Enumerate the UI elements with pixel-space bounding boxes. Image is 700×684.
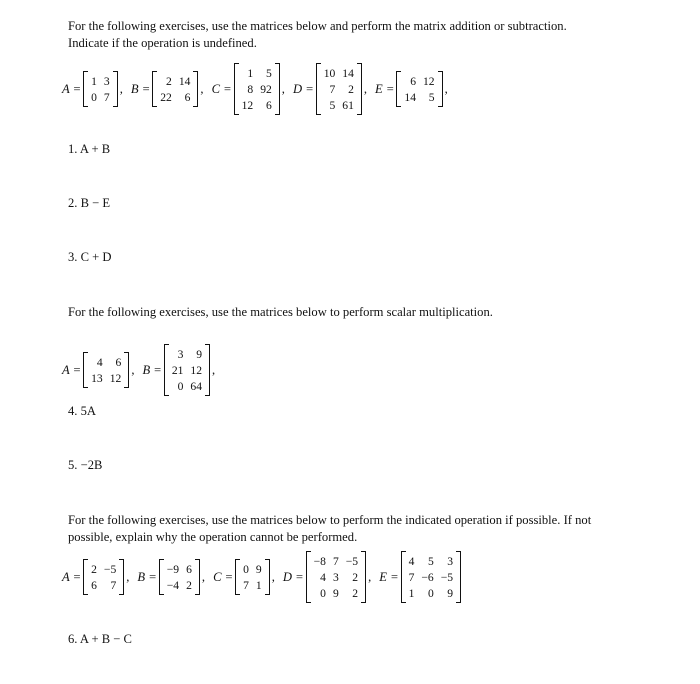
matrix-cell: 9	[332, 586, 339, 600]
matrix-cells	[406, 551, 456, 603]
matrix-label-a: A =	[62, 569, 82, 584]
matrix-b	[152, 71, 198, 107]
matrix-cell: −6	[421, 570, 434, 584]
matrix-cell: 64	[190, 379, 202, 393]
matrix-label-e: E =	[379, 569, 399, 584]
matrix-cell: 9	[255, 562, 262, 576]
matrix-cell: 5	[266, 66, 272, 80]
matrix-cell: 2	[348, 82, 354, 96]
matrix-b	[164, 344, 210, 396]
matrix-cell: 14	[342, 66, 354, 80]
section3-matrix-row: A = 2 −5 6 7 , B = −9 6 −4 2 , C = 0 9 7 1 , D = −8 7 −5 4 3 2 0 9 2 , E = 4 5 3 7 −6 −5 1 0 9	[62, 548, 463, 606]
matrix-cells	[157, 71, 193, 107]
matrix-d	[306, 551, 366, 603]
matrix-a	[83, 559, 124, 595]
matrix-right-bracket	[195, 559, 200, 595]
matrix-label-a: A =	[62, 362, 82, 377]
matrix-cell: 5	[329, 98, 336, 112]
matrix-right-bracket	[357, 63, 362, 115]
matrix-cell: 4	[96, 355, 103, 369]
section2-matrix-row: A = 4 6 13 12 , B = 3 9 21 12 0 64 ,	[62, 342, 215, 398]
matrix-right-bracket	[113, 71, 118, 107]
matrix-b	[159, 559, 200, 595]
matrix-cells	[401, 71, 437, 107]
matrix-cell: 4	[320, 570, 326, 584]
matrix-cell: 2	[352, 586, 359, 600]
section1-intro-line1: For the following exercises, use the matrices below and perform the matrix addition or subtraction.	[68, 19, 567, 33]
matrix-cell: 2	[352, 570, 359, 584]
section2-intro: For the following exercises, use the matrices below to perform scalar multiplication.	[68, 305, 493, 319]
matrix-cell: 0	[177, 379, 184, 393]
exercise-3: 3. C + D	[68, 250, 112, 264]
matrix-cell: 6	[266, 98, 272, 112]
matrix-cell: 7	[103, 90, 110, 104]
exercise-1: 1. A + B	[68, 142, 111, 156]
matrix-cell: −9	[166, 562, 180, 576]
matrix-cell: 61	[342, 98, 354, 112]
matrix-cell: 5	[428, 90, 435, 104]
matrix-label-d: D =	[282, 569, 304, 584]
matrix-cell: −8	[313, 554, 326, 568]
section3-intro-line2: possible, explain why the operation cannot be performed.	[68, 530, 358, 544]
matrix-cell: 6	[91, 578, 97, 592]
matrix-cell: 6	[186, 562, 192, 576]
matrix-c	[235, 559, 270, 595]
matrix-cells	[169, 344, 205, 396]
matrix-cell: 7	[329, 82, 336, 96]
matrix-cell: 6	[115, 355, 122, 369]
matrix-label-b: B =	[130, 81, 151, 96]
matrix-cell: 9	[196, 347, 202, 361]
matrix-right-bracket	[275, 63, 280, 115]
matrix-d	[316, 63, 362, 115]
matrix-e	[396, 71, 442, 107]
matrix-cell: 3	[447, 554, 454, 568]
section1-matrix-row: A = 1 3 0 7 , B = 2 14 22 6 , C = 1 5 8 92 12 6 , D = 10 14 7 2 5 61 , E = 6 12 14 5 ,	[62, 62, 448, 116]
matrix-label-d: D =	[292, 81, 314, 96]
matrix-cell: 8	[247, 82, 254, 96]
matrix-cell: 3	[103, 74, 110, 88]
matrix-cells	[164, 559, 195, 595]
matrix-cell: 3	[332, 570, 339, 584]
matrix-right-bracket	[265, 559, 270, 595]
matrix-cell: 12	[241, 98, 254, 112]
matrix-cell: 1	[408, 586, 415, 600]
matrix-cells	[311, 551, 361, 603]
matrix-cell: 6	[184, 90, 191, 104]
matrix-cell: −5	[440, 570, 454, 584]
matrix-cell: 92	[260, 82, 272, 96]
matrix-right-bracket	[124, 352, 129, 388]
matrix-cell: 4	[408, 554, 415, 568]
matrix-cell: 0	[243, 562, 249, 576]
matrix-cell: 2	[166, 74, 172, 88]
matrix-cell: 22	[160, 90, 172, 104]
exercise-5: 5. −2B	[68, 458, 103, 472]
matrix-cell: 12	[190, 363, 202, 377]
matrix-cell: −4	[166, 578, 180, 592]
matrix-cell: −5	[103, 562, 117, 576]
matrix-c	[234, 63, 280, 115]
matrix-cells	[88, 559, 119, 595]
matrix-cell: 13	[91, 371, 103, 385]
matrix-cell: 12	[109, 371, 122, 385]
matrix-cells	[88, 352, 124, 388]
matrix-right-bracket	[119, 559, 124, 595]
matrix-cell: 14	[178, 74, 191, 88]
section3-intro-line1: For the following exercises, use the matrices below to perform the indicated operation if possible. If not	[68, 513, 592, 527]
matrix-cells	[239, 63, 275, 115]
matrix-cell: 2	[91, 562, 97, 576]
matrix-right-bracket	[205, 344, 210, 396]
section1-intro-line2: Indicate if the operation is undefined.	[68, 36, 257, 50]
matrix-cell: 3	[177, 347, 184, 361]
exercise-4: 4. 5A	[68, 404, 96, 418]
matrix-cell: 12	[422, 74, 435, 88]
matrix-cell: 1	[91, 74, 97, 88]
matrix-cell: 21	[171, 363, 184, 377]
matrix-cells	[240, 559, 265, 595]
matrix-cell: 0	[427, 586, 434, 600]
matrix-cell: 9	[447, 586, 454, 600]
matrix-right-bracket	[438, 71, 443, 107]
matrix-cell: 7	[110, 578, 117, 592]
matrix-label-a: A =	[62, 81, 82, 96]
matrix-cells	[321, 63, 357, 115]
matrix-cell: 7	[332, 554, 339, 568]
matrix-right-bracket	[361, 551, 366, 603]
matrix-cell: 1	[255, 578, 262, 592]
matrix-e	[401, 551, 461, 603]
matrix-label-b: B =	[137, 569, 157, 584]
matrix-label-c: C =	[213, 569, 234, 584]
matrix-a	[83, 352, 129, 388]
matrix-cell: 10	[323, 66, 336, 80]
matrix-right-bracket	[456, 551, 461, 603]
exercise-2: 2. B − E	[68, 196, 111, 210]
matrix-cell: 7	[243, 578, 249, 592]
matrix-label-c: C =	[211, 81, 232, 96]
matrix-cell: 14	[404, 90, 416, 104]
matrix-cell: 0	[320, 586, 326, 600]
matrix-cells	[88, 71, 113, 107]
matrix-cell: 0	[91, 90, 97, 104]
matrix-cell: 2	[186, 578, 192, 592]
matrix-label-e: E =	[375, 81, 395, 96]
matrix-cell: 1	[247, 66, 254, 80]
matrix-right-bracket	[193, 71, 198, 107]
matrix-cell: −5	[345, 554, 359, 568]
matrix-cell: 7	[408, 570, 415, 584]
exercise-6: 6. A + B − C	[68, 632, 132, 646]
matrix-label-b: B =	[142, 362, 162, 377]
matrix-a	[83, 71, 118, 107]
matrix-cell: 6	[410, 74, 416, 88]
matrix-cell: 5	[427, 554, 434, 568]
